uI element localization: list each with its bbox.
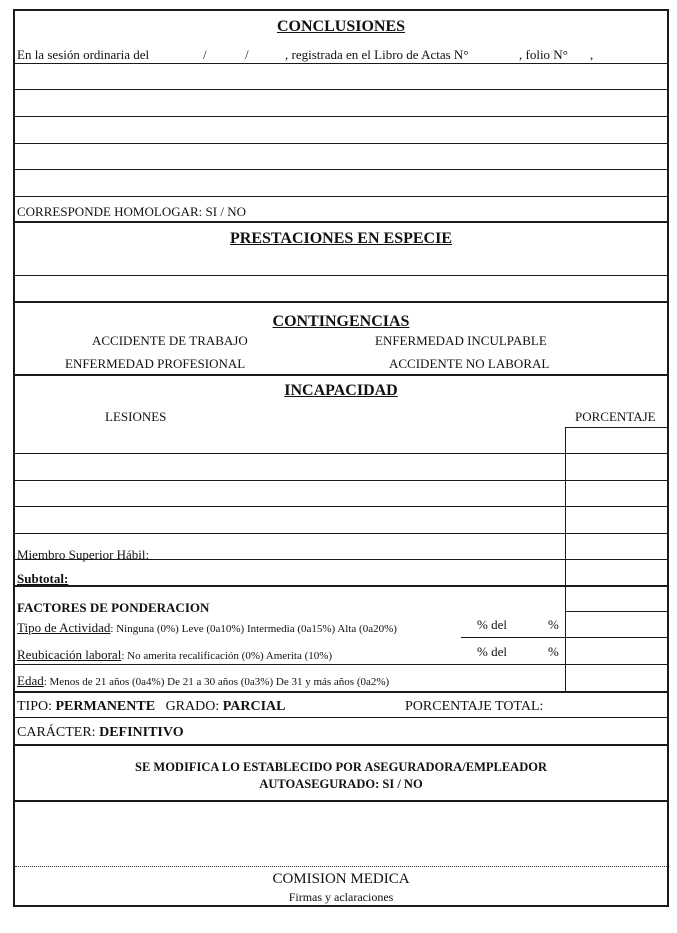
homologar-text: CORRESPONDE HOMOLOGAR: SI / NO bbox=[17, 204, 246, 219]
session-folio: , folio N° bbox=[519, 47, 568, 62]
comision-title: COMISION MEDICA bbox=[272, 871, 410, 887]
tipo-actividad: Tipo de Actividad: Ninguna (0%) Leve (0a10%) Intermedia (0a15%) Alta (0a20%) bbox=[17, 620, 397, 635]
caracter-line: CARÁCTER: DEFINITIVO bbox=[17, 725, 184, 740]
reubicacion-laboral: Reubicación laboral: No amerita recalificación (0%) Amerita (10%) bbox=[17, 647, 333, 662]
tipo-pct-del: % del bbox=[477, 617, 507, 632]
subtotal-label: Subtotal: bbox=[17, 571, 69, 586]
date-slash-1: / bbox=[203, 47, 207, 62]
enfermedad-profesional: ENFERMEDAD PROFESIONAL bbox=[65, 356, 246, 371]
miembro-superior: Miembro Superior Hábil: bbox=[17, 547, 150, 562]
factores-title: FACTORES DE PONDERACION bbox=[17, 600, 210, 615]
tipo-pct: % bbox=[548, 617, 559, 632]
tipo-grado-line: TIPO: PERMANENTE GRADO: PARCIAL bbox=[17, 699, 286, 714]
modifica-line2: AUTOASEGURADO: SI / NO bbox=[259, 777, 423, 791]
edad: Edad: Menos de 21 años (0a4%) De 21 a 30 años (0a3%) De 31 y más años (0a2%) bbox=[17, 673, 390, 688]
modifica-line1: SE MODIFICA LO ESTABLECIDO POR ASEGURADORA/EMPLEADOR bbox=[135, 760, 547, 774]
porcentaje-header: PORCENTAJE bbox=[575, 409, 656, 424]
reubicacion-pct-del: % del bbox=[477, 644, 507, 659]
accidente-trabajo: ACCIDENTE DE TRABAJO bbox=[92, 333, 248, 348]
conclusiones-title: CONCLUSIONES bbox=[276, 18, 406, 35]
porcentaje-total: PORCENTAJE TOTAL: bbox=[405, 699, 544, 714]
accidente-no-laboral: ACCIDENTE NO LABORAL bbox=[389, 356, 550, 371]
enfermedad-inculpable: ENFERMEDAD INCULPABLE bbox=[375, 333, 547, 348]
incapacidad-title: INCAPACIDAD bbox=[284, 382, 398, 399]
medical-commission-form bbox=[13, 9, 669, 907]
session-end: , bbox=[590, 47, 594, 62]
reubicacion-pct: % bbox=[548, 644, 559, 659]
session-prefix: En la sesión ordinaria del bbox=[17, 47, 150, 62]
prestaciones-title: PRESTACIONES EN ESPECIE bbox=[230, 230, 452, 247]
date-slash-2: / bbox=[245, 47, 249, 62]
contingencias-title: CONTINGENCIAS bbox=[272, 313, 410, 330]
session-mid: , registrada en el Libro de Actas N° bbox=[285, 47, 469, 62]
lesiones-header: LESIONES bbox=[105, 409, 167, 424]
comision-subtitle: Firmas y aclaraciones bbox=[288, 890, 394, 904]
